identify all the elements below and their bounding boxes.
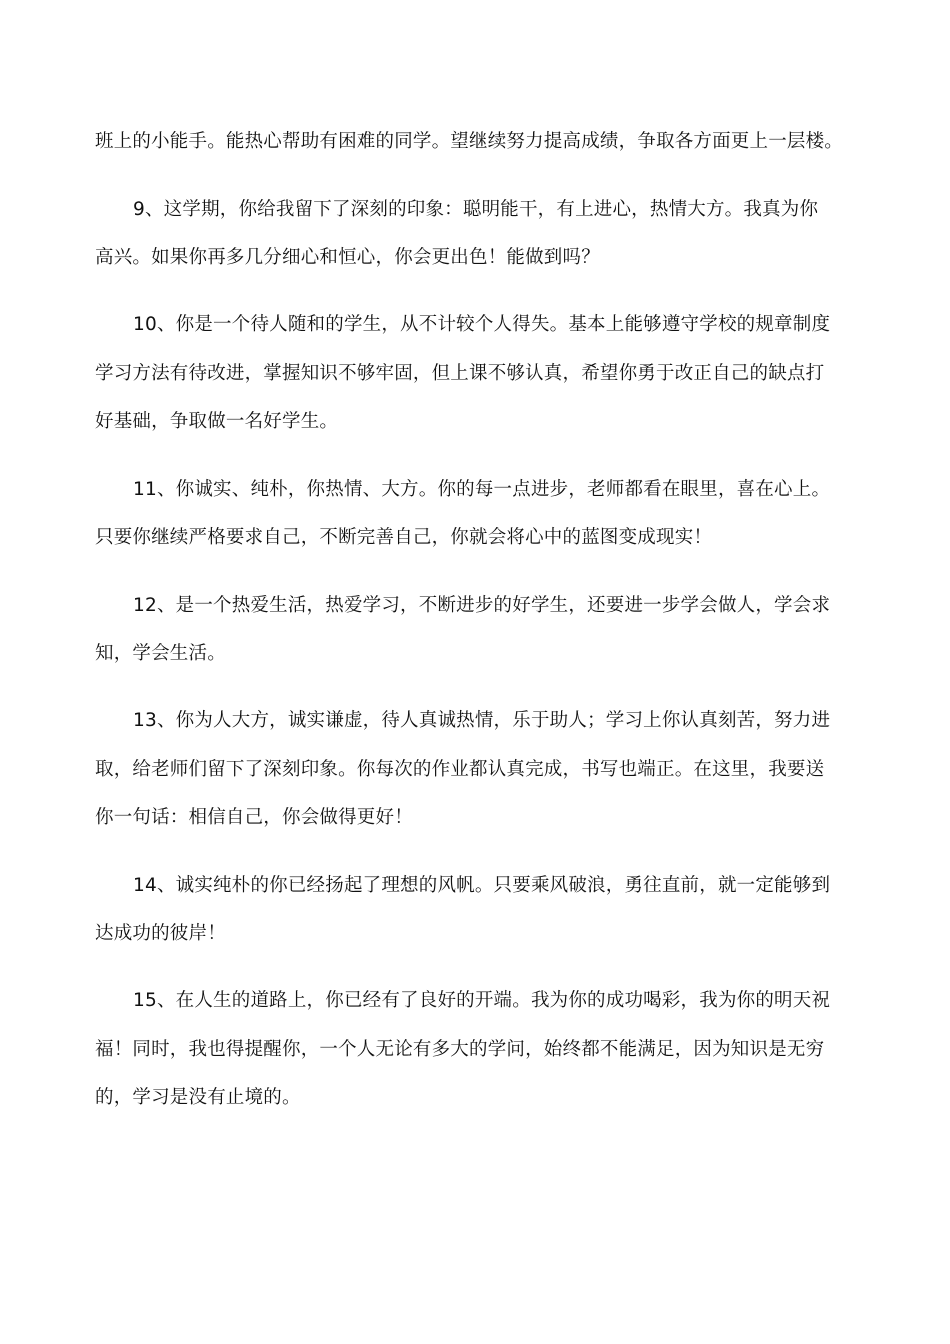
paragraph-13-line-3: 你一句话：相信自己，你会做得更好！ bbox=[95, 807, 413, 828]
paragraph-15-line-2: 福！同时，我也得提醒你，一个人无论有多大的学问，始终都不能满足，因为知识是无穷 bbox=[95, 1039, 825, 1060]
paragraph-9-line-1: 9、这学期，你给我留下了深刻的印象：聪明能干，有上进心，热情大方。我真为你 bbox=[133, 199, 819, 220]
paragraph-11-line-1: 11、你诚实、纯朴，你热情、大方。你的每一点进步，老师都看在眼里，喜在心上。 bbox=[133, 479, 831, 500]
paragraph-8-line-1: 班上的小能手。能热心帮助有困难的同学。望继续努力提高成绩，争取各方面更上一层楼。 bbox=[95, 131, 844, 152]
paragraph-9-line-2: 高兴。如果你再多几分细心和恒心，你会更出色！能做到吗？ bbox=[95, 247, 600, 268]
paragraph-12-line-1: 12、是一个热爱生活，热爱学习，不断进步的好学生，还要进一步学会做人，学会求 bbox=[133, 595, 831, 616]
paragraph-13-line-1: 13、你为人大方，诚实谦虚，待人真诚热情，乐于助人；学习上你认真刻苦，努力进 bbox=[133, 710, 831, 731]
paragraph-13-line-2: 取，给老师们留下了深刻印象。你每次的作业都认真完成，书写也端正。在这里，我要送 bbox=[95, 759, 825, 780]
paragraph-12-line-2: 知，学会生活。 bbox=[95, 643, 226, 664]
paragraph-15-line-1: 15、在人生的道路上，你已经有了良好的开端。我为你的成功喝彩，我为你的明天祝 bbox=[133, 990, 831, 1011]
paragraph-14-line-2: 达成功的彼岸！ bbox=[95, 923, 226, 944]
paragraph-10-line-3: 好基础，争取做一名好学生。 bbox=[95, 411, 339, 432]
paragraph-14-line-1: 14、诚实纯朴的你已经扬起了理想的风帆。只要乘风破浪，勇往直前，就一定能够到 bbox=[133, 875, 831, 896]
paragraph-10-line-1: 10、你是一个待人随和的学生，从不计较个人得失。基本上能够遵守学校的规章制度 bbox=[133, 314, 831, 335]
paragraph-10-line-2: 学习方法有待改进，掌握知识不够牢固，但上课不够认真，希望你勇于改正自己的缺点打 bbox=[95, 363, 825, 384]
paragraph-15-line-3: 的，学习是没有止境的。 bbox=[95, 1087, 301, 1108]
paragraph-11-line-2: 只要你继续严格要求自己，不断完善自己，你就会将心中的蓝图变成现实！ bbox=[95, 527, 713, 548]
